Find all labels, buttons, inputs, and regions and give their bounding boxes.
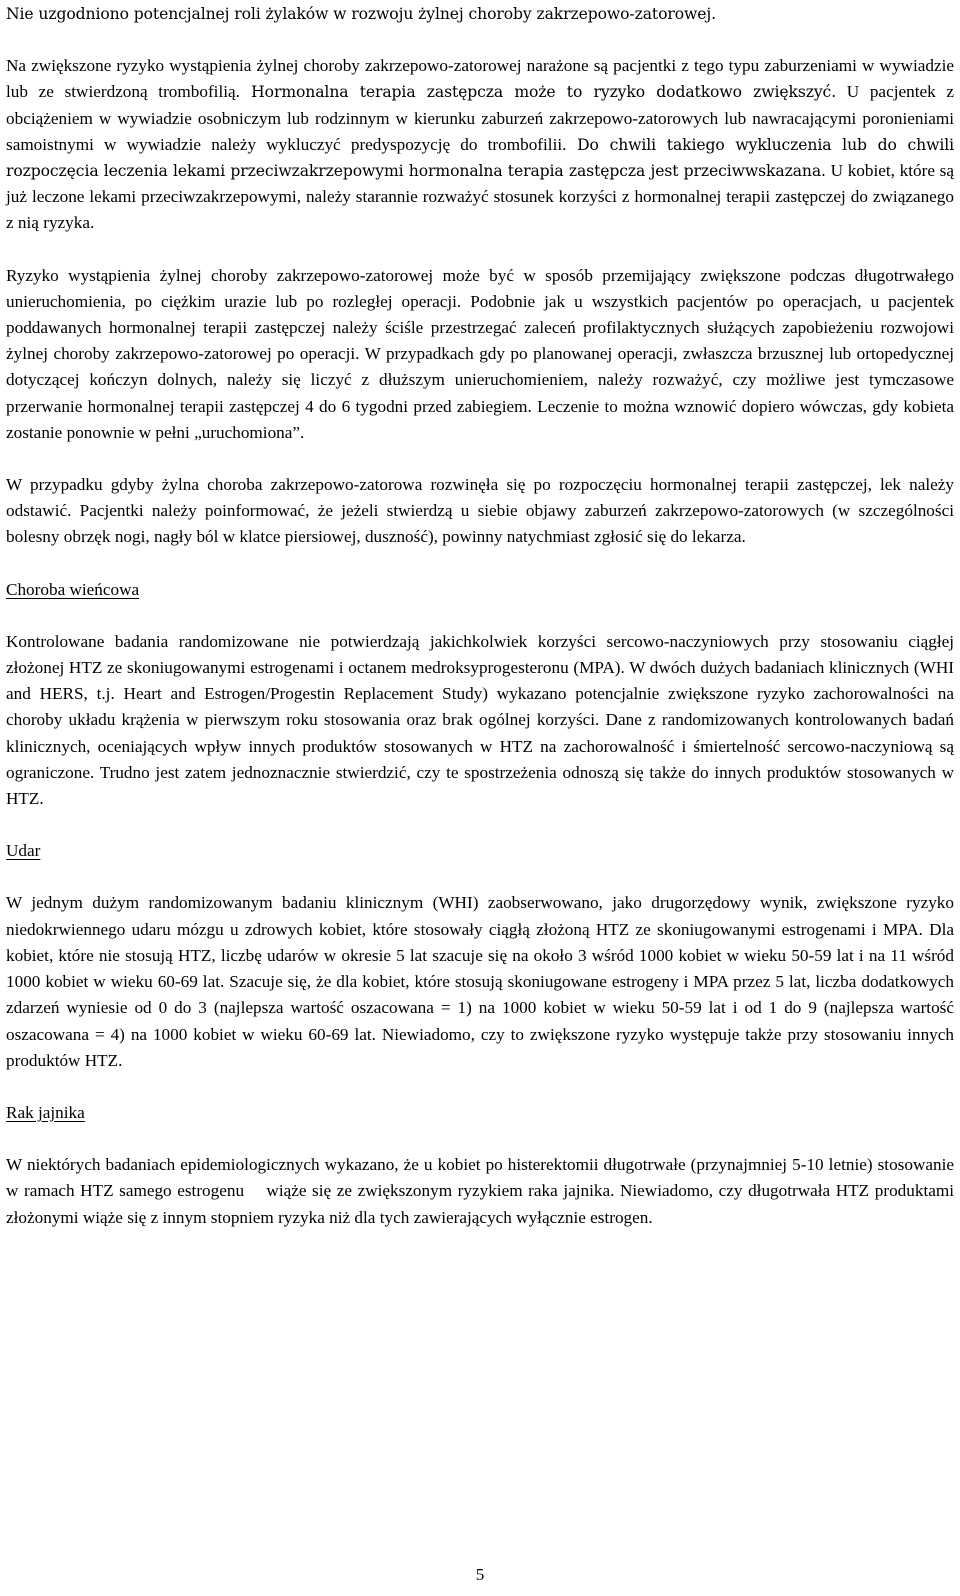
paragraph-spacer xyxy=(6,1074,954,1100)
section-heading-coronary: Choroba wieńcowa xyxy=(6,579,140,599)
paragraph-spacer xyxy=(6,446,954,472)
paragraph-immobilization: Ryzyko wystąpienia żylnej choroby zakrzepowo-zatorowej może być w sposób przemijający zwiększone podczas długotrwałego unieruchomienia, po ciężkim urazie lub po rozległej operacji. Podobnie jak u wszystkich pacjentów po operacjach, u pacjentek poddawanych hormonalnej terapii zastępczej należy ściśle przestrzegać zaleceń profilaktycznych służących zapobieżeniu rozwojowi żylnej choroby zakrzepowo-zatorowej po operacji. W przypadkach gdy po planowanej operacji, zwłaszcza brzusznej lub ortopedycznej dotyczącej kończyn dolnych, należy się liczyć z dłuższym unieruchomieniem, należy rozważyć, czy możliwe jest tymczasowe przerwanie hormonalnej terapii zastępczej 4 do 6 tygodni przed zabiegiem. Leczenie to można wznowić dopiero wówczas, gdy kobieta zostanie ponownie w pełni „uruchomiona”. xyxy=(6,265,954,442)
paragraph-text: Nie uzgodniono potencjalnej roli żylaków w rozwoju żylnej choroby zakrzepowo-zatorowej. xyxy=(6,5,716,23)
paragraph-spacer xyxy=(6,237,954,263)
paragraph-discontinuation: W przypadku gdyby żylna choroba zakrzepowo-zatorowa rozwinęła się po rozpoczęciu hormonalnej terapii zastępczej, lek należy odstawić. Pacjentki należy poinformować, że jeżeli stwierdzą u siebie objawy zaburzeń zakrzepowo-zatorowych (w szczególności bolesny obrzęk nogi, nagły ból w klatce piersiowej, duszność), powinny natychmiast zgłosić się do lekarza. xyxy=(6,475,954,547)
paragraph-spacer xyxy=(6,1126,954,1152)
paragraph-spacer xyxy=(6,603,954,629)
paragraph-spacer xyxy=(6,864,954,890)
paragraph-spacer xyxy=(6,551,954,577)
paragraph-spacer xyxy=(6,27,954,53)
section-heading-stroke: Udar xyxy=(6,841,41,861)
paragraph-varicose xyxy=(6,1,954,27)
paragraph-coronary: Kontrolowane badania randomizowane nie potwierdzają jakichkolwiek korzyści sercowo-naczyniowych przy stosowaniu ciągłej złożonej HTZ ze skoniugowanymi estrogenami i octanem medroksyprogesteronu (MPA). W dwóch dużych badaniach klinicznych (WHI and HERS, t.j. Heart and Estrogen/Progestin Replacement Study) wykazano potencjalnie zwiększone ryzyko zachorowalności na choroby układu krążenia w pierwszym roku stosowania oraz brak ogólnej korzyści. Dane z randomizowanych kontrolowanych badań klinicznych, oceniających wpływ innych produktów stosowanych w HTZ na zachorowalność i śmiertelność sercowo-naczyniową są ograniczone. Trudno jest zatem jednoznacznie stwierdzić, czy te spostrzeżenia odnoszą się także do innych produktów stosowanych w HTZ. xyxy=(6,631,954,809)
document-page xyxy=(6,1,959,1231)
page-number: 5 xyxy=(475,1565,485,1584)
paragraph-spacer xyxy=(6,812,954,838)
paragraph-text: U kobiet, które są już leczone lekami przeciwzakrzepowymi, należy starannie rozważyć stosunek korzyści z hormonalnej terapii zastępczej do związanego z nią ryzyka. xyxy=(6,161,954,233)
paragraph-text: Na zwiększone ryzyko wystąpienia żylnej choroby zakrzepowo-zatorowej narażone są pacjentki z tego typu zaburzeniami w wywiadzie lub ze stwierdzoną trombofilią. xyxy=(6,56,954,102)
paragraph-text: Do chwili takiego wykluczenia lub do chwili rozpoczęcia leczenia lekami przeciwzakrzepowymi hormonalna terapia zastępcza jest przeciwwskazana. xyxy=(6,135,955,181)
section-heading-ovarian: Rak jajnika xyxy=(6,1102,85,1122)
paragraph-thrombophilia xyxy=(6,53,954,236)
paragraph-text: Hormonalna terapia zastępcza może to ryzyko dodatkowo zwiększyć. xyxy=(239,83,837,102)
paragraph-text: U pacjentek z obciążeniem w wywiadzie osobniczym lub rodzinnym w kierunku zaburzeń zakrzepowo-zatorowych lub nawracającymi poronieniami samoistnymi w wywiadzie należy wykluczyć predyspozycję do trombofilii. xyxy=(6,82,954,154)
paragraph-ovarian: W niektórych badaniach epidemiologicznych wykazano, że u kobiet po histerektomii długotrwałe (przynajmniej 5-10 letnie) stosowanie w ramach HTZ samego estrogenu wiąże się ze zwiększonym ryzykiem raka jajnika. Niewiadomo, czy długotrwała HTZ produktami złożonymi wiąże się z innym stopniem ryzyka niż dla tych zawierających wyłącznie estrogen. xyxy=(6,1155,959,1227)
paragraph-stroke: W jednym dużym randomizowanym badaniu klinicznym (WHI) zaobserwowano, jako drugorzędowy wynik, zwiększone ryzyko niedokrwiennego udaru mózgu u zdrowych kobiet, które stosowały ciągłą złożoną HTZ ze skoniugowanymi estrogenami i MPA. Dla kobiet, które nie stosują HTZ, liczbę udarów w okresie 5 lat szacuje się na około 3 wśród 1000 kobiet w wieku 50-59 lat i na 11 wśród 1000 kobiet w wieku 60-69 lat. Szacuje się, że dla kobiet, które stosują skoniugowane estrogeny i MPA przez 5 lat, liczba dodatkowych zdarzeń wyniesie od 0 do 3 (najlepsza wartość oszacowana = 1) na 1000 kobiet w wieku 50-59 lat i od 1 do 9 (najlepsza wartość oszacowana = 4) na 1000 kobiet w wieku 60-69 lat. Niewiadomo, czy to zwiększone ryzyko występuje także przy stosowaniu innych produktów HTZ. xyxy=(6,893,954,1070)
